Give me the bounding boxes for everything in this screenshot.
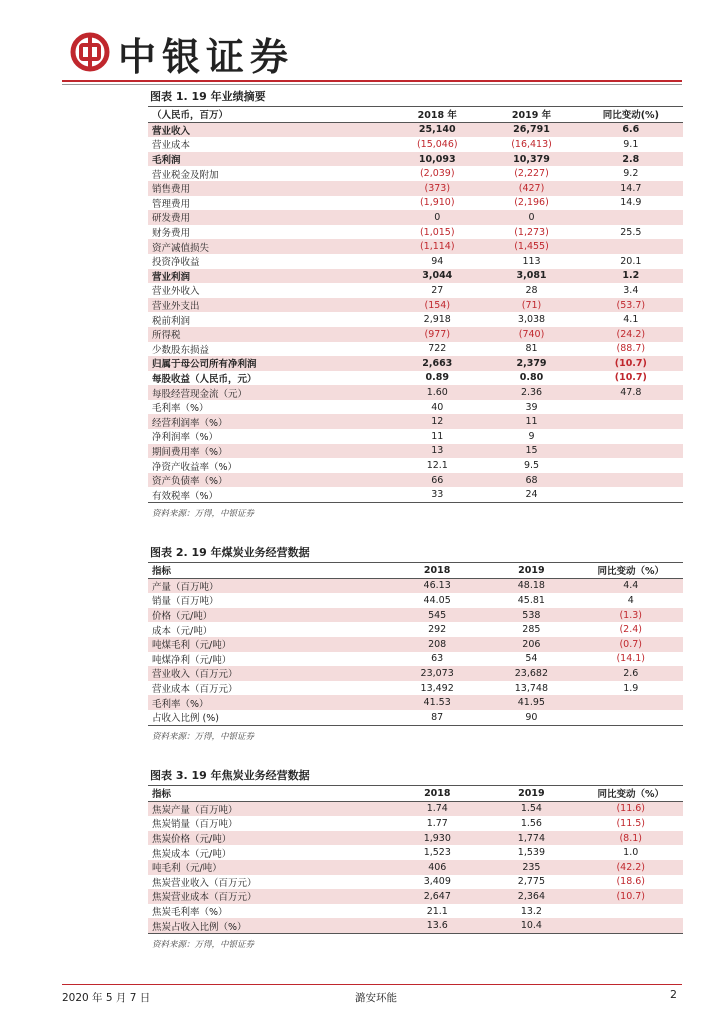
- row-label: 税前利润: [152, 315, 191, 327]
- row-label: 经营利润率（%）: [148, 414, 390, 429]
- header-divider-red: [62, 80, 682, 82]
- cell-value: 40: [431, 401, 444, 413]
- cell-value: 1.74: [390, 801, 484, 816]
- cell-value: 2.8: [579, 152, 683, 167]
- row-label: 毛利润: [148, 152, 390, 167]
- table-row: [148, 710, 683, 725]
- row-label: 营业利润: [148, 269, 390, 284]
- column-header: 同比变动(%): [579, 107, 683, 122]
- table-row: [148, 578, 683, 593]
- cell-value: 13.2: [520, 905, 542, 917]
- cell-value: 20.1: [620, 255, 642, 267]
- cell-value: [578, 710, 683, 725]
- table-row: [148, 181, 683, 196]
- cell-value: 68: [484, 473, 578, 488]
- table-row: [148, 342, 683, 357]
- row-label: 有效税率（%）: [148, 487, 390, 502]
- column-header: 2019: [484, 563, 578, 578]
- row-label: 财务费用: [152, 228, 191, 240]
- cell-value: 94: [431, 255, 444, 267]
- cell-value: 1.0: [623, 847, 639, 859]
- row-label: 价格（元/吨）: [148, 608, 390, 623]
- row-label: 焦炭营业成本（百万元）: [148, 889, 390, 904]
- row-label: 吨煤净利（元/吨）: [152, 654, 232, 666]
- cell-value: 81: [525, 343, 538, 355]
- page-header: [0, 0, 725, 92]
- table-row: [148, 875, 683, 890]
- row-label: 归属于母公司所有净利润: [148, 356, 390, 371]
- row-label: 营业收入: [148, 122, 390, 137]
- row-label: 吨毛利（元/吨）: [148, 860, 390, 875]
- cell-value: [579, 210, 683, 225]
- table-row: [148, 487, 683, 502]
- cell-value: 13.6: [390, 918, 484, 933]
- column-header: （人民币，百万）: [148, 107, 390, 122]
- row-label: 吨煤毛利（元/吨）: [148, 637, 390, 652]
- table1-title: 图表 1. 19 年业绩摘要: [148, 88, 683, 107]
- cell-value: 1,523: [423, 847, 451, 859]
- table2-source: 资料来源：万得，中银证券: [152, 731, 255, 742]
- table-row: [148, 312, 683, 327]
- table-row: [148, 816, 683, 831]
- cell-value: (42.2): [578, 860, 683, 875]
- row-label: 营业外收入: [152, 286, 200, 298]
- cell-value: 48.18: [484, 578, 578, 593]
- cell-value: 3,044: [390, 269, 484, 284]
- column-header: 2019: [484, 786, 578, 801]
- bank-of-china-logo-icon: [70, 32, 110, 72]
- row-label: 营业成本: [152, 140, 191, 152]
- cell-value: 15: [484, 444, 578, 459]
- table-row: [148, 196, 683, 211]
- cell-value: 2,663: [390, 356, 484, 371]
- cell-value: (16,413): [511, 138, 552, 150]
- cell-value: 12.1: [426, 460, 448, 472]
- table-row: [148, 904, 683, 919]
- cell-value: 2.36: [484, 385, 578, 400]
- cell-value: [579, 444, 683, 459]
- cell-value: 1.9: [623, 682, 639, 694]
- table-row: [148, 137, 683, 152]
- cell-value: 63: [431, 653, 444, 665]
- row-label: 所得税: [148, 327, 390, 342]
- table-row: [148, 831, 683, 846]
- table-row: [148, 429, 683, 444]
- cell-value: [578, 904, 683, 919]
- row-label: 净利润率（%）: [152, 432, 219, 444]
- cell-value: 33: [390, 487, 484, 502]
- footer-date: 2020 年 5 月 7 日: [62, 992, 151, 1004]
- cell-value: 0.89: [425, 372, 449, 384]
- row-label: 净资产收益率（%）: [152, 461, 238, 473]
- cell-value: (1,910): [419, 197, 455, 209]
- cell-value: 1,930: [390, 831, 484, 846]
- table-row: [148, 166, 683, 181]
- cell-value: 3.4: [623, 284, 639, 296]
- cell-value: (8.1): [578, 831, 683, 846]
- row-label: 焦炭价格（元/吨）: [148, 831, 390, 846]
- cell-value: 41.95: [484, 695, 578, 710]
- column-header: 2019 年: [484, 107, 578, 122]
- cell-value: (14.1): [616, 653, 646, 665]
- footer-company: 潞安环能: [355, 992, 397, 1004]
- cell-value: (373): [390, 181, 484, 196]
- cell-value: (1,455): [484, 239, 578, 254]
- brand-name: 中银证券: [118, 34, 295, 79]
- row-label: 焦炭产量（百万吨）: [148, 801, 390, 816]
- cell-value: 12: [390, 414, 484, 429]
- cell-value: 90: [484, 710, 578, 725]
- cell-value: [579, 473, 683, 488]
- header-divider-gray: [62, 84, 682, 85]
- cell-value: 4.1: [623, 314, 639, 326]
- cell-value: 14.9: [620, 197, 642, 209]
- table-row: [148, 385, 683, 400]
- cell-value: (11.5): [616, 817, 646, 829]
- cell-value: 1.77: [426, 817, 448, 829]
- cell-value: 9: [528, 430, 535, 442]
- table-row: [148, 593, 683, 608]
- cell-value: 2,775: [517, 876, 545, 888]
- cell-value: 2,918: [423, 314, 451, 326]
- cell-value: 13,748: [514, 682, 548, 694]
- cell-value: (10.7): [579, 356, 683, 371]
- row-label: 研发费用: [148, 210, 390, 225]
- table-row: [148, 652, 683, 667]
- cell-value: 27: [431, 284, 444, 296]
- row-label: 营业收入（百万元）: [148, 666, 390, 681]
- table-row: [148, 327, 683, 342]
- cell-value: 26,791: [484, 122, 578, 137]
- column-header: 指标: [148, 563, 390, 578]
- cell-value: 1.60: [390, 385, 484, 400]
- cell-value: 10.4: [484, 918, 578, 933]
- cell-value: [579, 400, 683, 415]
- row-label: 焦炭毛利率（%）: [152, 907, 228, 919]
- cell-value: (10.7): [578, 889, 683, 904]
- cell-value: 113: [522, 255, 541, 267]
- cell-value: 47.8: [579, 385, 683, 400]
- cell-value: 10,093: [390, 152, 484, 167]
- table-row: [148, 473, 683, 488]
- cell-value: 44.05: [423, 594, 451, 606]
- cell-value: 1.54: [484, 801, 578, 816]
- cell-value: 235: [484, 860, 578, 875]
- cell-value: 0.80: [519, 372, 544, 384]
- cell-value: 13: [390, 444, 484, 459]
- row-label: 每股收益（人民币，元）: [152, 373, 257, 385]
- cell-value: 3,038: [517, 314, 546, 326]
- table-row: [148, 152, 683, 167]
- table-row: [148, 889, 683, 904]
- cell-value: 46.13: [390, 578, 484, 593]
- cell-value: 23,073: [390, 666, 484, 681]
- table-row: [148, 400, 683, 415]
- table-row: [148, 845, 683, 860]
- table-row: [148, 666, 683, 681]
- table-row: [148, 608, 683, 623]
- table-row: [148, 210, 683, 225]
- cell-value: 87: [390, 710, 484, 725]
- cell-value: 0: [390, 210, 484, 225]
- table-row: [148, 283, 683, 298]
- cell-value: 292: [428, 624, 447, 636]
- row-label: 焦炭销量（百万吨）: [152, 819, 238, 831]
- cell-value: 0: [484, 210, 578, 225]
- row-label: 占收入比例 (%): [148, 710, 390, 725]
- cell-value: [579, 487, 683, 502]
- cell-value: 4: [627, 594, 634, 606]
- table-row: [148, 298, 683, 313]
- cell-value: 2,364: [484, 889, 578, 904]
- cell-value: (740): [484, 327, 578, 342]
- cell-value: [579, 239, 683, 254]
- cell-value: 4.4: [578, 578, 683, 593]
- table-row: [148, 458, 683, 473]
- row-label: 管理费用: [152, 198, 191, 210]
- table2-title: 图表 2. 19 年煤炭业务经营数据: [148, 544, 683, 563]
- cell-value: (154): [390, 298, 484, 313]
- cell-value: 208: [390, 637, 484, 652]
- cell-value: (18.6): [616, 876, 646, 888]
- table-row: [148, 622, 683, 637]
- cell-value: 13,492: [420, 682, 454, 694]
- column-header: 同比变动（%）: [578, 563, 683, 578]
- column-header: 2018 年: [390, 107, 484, 122]
- column-header: 2018: [390, 786, 484, 801]
- cell-value: 14.7: [579, 181, 683, 196]
- row-label: 焦炭占收入比例（%）: [148, 918, 390, 933]
- cell-value: 23,682: [484, 666, 578, 681]
- cell-value: 41.53: [390, 695, 484, 710]
- cell-value: (24.2): [579, 327, 683, 342]
- table-row: [148, 269, 683, 284]
- table-row: [148, 414, 683, 429]
- table2: [148, 563, 683, 726]
- cell-value: [579, 458, 683, 473]
- cell-value: (88.7): [616, 343, 646, 355]
- table1-source: 资料来源：万得，中银证券: [152, 509, 255, 520]
- cell-value: 25,140: [390, 122, 484, 137]
- row-label: 资产负债率（%）: [148, 473, 390, 488]
- cell-value: 1,539: [517, 847, 545, 859]
- row-label: 毛利率（%）: [148, 695, 390, 710]
- row-label: 投资净收益: [152, 257, 200, 269]
- cell-value: (11.6): [578, 801, 683, 816]
- cell-value: 722: [428, 343, 447, 355]
- cell-value: 24: [484, 487, 578, 502]
- footer-divider: [62, 984, 682, 985]
- cell-value: (15,046): [416, 138, 458, 150]
- cell-value: (2,196): [514, 197, 549, 209]
- cell-value: 11: [484, 414, 578, 429]
- cell-value: (10.7): [614, 372, 647, 384]
- cell-value: [579, 429, 683, 444]
- cell-value: 54: [525, 653, 538, 665]
- table1-section: [148, 88, 683, 519]
- cell-value: (977): [390, 327, 484, 342]
- table-header-row: [148, 563, 683, 578]
- cell-value: 3,409: [423, 876, 451, 888]
- row-label: 营业税金及附加: [152, 169, 219, 181]
- table-row: [148, 225, 683, 240]
- cell-value: 25.5: [620, 226, 642, 238]
- cell-value: 10,379: [484, 152, 578, 167]
- table-row: [148, 254, 683, 269]
- row-label: 营业外支出: [148, 298, 390, 313]
- row-label: 销售费用: [148, 181, 390, 196]
- row-label: 焦炭营业收入（百万元）: [152, 877, 257, 889]
- cell-value: 2,379: [484, 356, 578, 371]
- cell-value: (2,227): [514, 168, 549, 180]
- cell-value: (0.7): [578, 637, 683, 652]
- cell-value: 1.2: [579, 269, 683, 284]
- table3-source: 资料来源：万得，中银证券: [152, 939, 255, 950]
- cell-value: 545: [390, 608, 484, 623]
- cell-value: (427): [484, 181, 578, 196]
- cell-value: 285: [522, 624, 541, 636]
- row-label: 少数股东损益: [152, 344, 210, 356]
- cell-value: 9.5: [523, 460, 540, 472]
- row-label: 毛利率（%）: [152, 403, 209, 415]
- table-row: [148, 122, 683, 137]
- table3-section: [148, 767, 683, 950]
- cell-value: 9.1: [623, 138, 639, 150]
- cell-value: 406: [390, 860, 484, 875]
- cell-value: (1,114): [390, 239, 484, 254]
- row-label: 销量（百万吨）: [152, 596, 219, 608]
- cell-value: 6.6: [579, 122, 683, 137]
- cell-value: (1.3): [578, 608, 683, 623]
- cell-value: 39: [525, 401, 538, 413]
- table-header-row: [148, 107, 683, 122]
- row-label: 成本（元/吨）: [152, 625, 213, 637]
- cell-value: 538: [484, 608, 578, 623]
- cell-value: (1,273): [514, 226, 549, 238]
- table-row: [148, 371, 683, 386]
- page-number: 2: [670, 988, 677, 1001]
- cell-value: 2.6: [578, 666, 683, 681]
- column-header: 指标: [148, 786, 390, 801]
- row-label: 产量（百万吨）: [148, 578, 390, 593]
- row-label: 资产减值损失: [148, 239, 390, 254]
- cell-value: 3,081: [484, 269, 578, 284]
- cell-value: 1,774: [484, 831, 578, 846]
- row-label: 焦炭成本（元/吨）: [152, 848, 232, 860]
- column-header: 2018: [390, 563, 484, 578]
- table-row: [148, 637, 683, 652]
- table2-section: [148, 544, 683, 742]
- table3: [148, 786, 683, 934]
- cell-value: 9.2: [623, 168, 639, 180]
- table3-title: 图表 3. 19 年焦炭业务经营数据: [148, 767, 683, 786]
- table-row: [148, 918, 683, 933]
- cell-value: (2,039): [419, 168, 455, 180]
- cell-value: (2.4): [619, 624, 642, 636]
- table-row: [148, 801, 683, 816]
- cell-value: 21.1: [426, 905, 448, 917]
- cell-value: 2,647: [390, 889, 484, 904]
- cell-value: [578, 695, 683, 710]
- cell-value: [578, 918, 683, 933]
- cell-value: 11: [431, 430, 444, 442]
- table-row: [148, 444, 683, 459]
- cell-value: (1,015): [419, 226, 455, 238]
- table1: [148, 107, 683, 503]
- cell-value: (53.7): [579, 298, 683, 313]
- table-row: [148, 681, 683, 696]
- cell-value: (71): [484, 298, 578, 313]
- cell-value: 1.56: [520, 817, 542, 829]
- column-header: 同比变动（%）: [578, 786, 683, 801]
- row-label: 每股经营现金流（元）: [148, 385, 390, 400]
- cell-value: 28: [525, 284, 538, 296]
- table-header-row: [148, 786, 683, 801]
- table-row: [148, 356, 683, 371]
- cell-value: 206: [484, 637, 578, 652]
- cell-value: 66: [390, 473, 484, 488]
- table-row: [148, 695, 683, 710]
- table-row: [148, 860, 683, 875]
- table-row: [148, 239, 683, 254]
- row-label: 营业成本（百万元）: [152, 684, 238, 696]
- cell-value: 45.81: [517, 594, 545, 606]
- row-label: 期间费用率（%）: [148, 444, 390, 459]
- cell-value: [579, 414, 683, 429]
